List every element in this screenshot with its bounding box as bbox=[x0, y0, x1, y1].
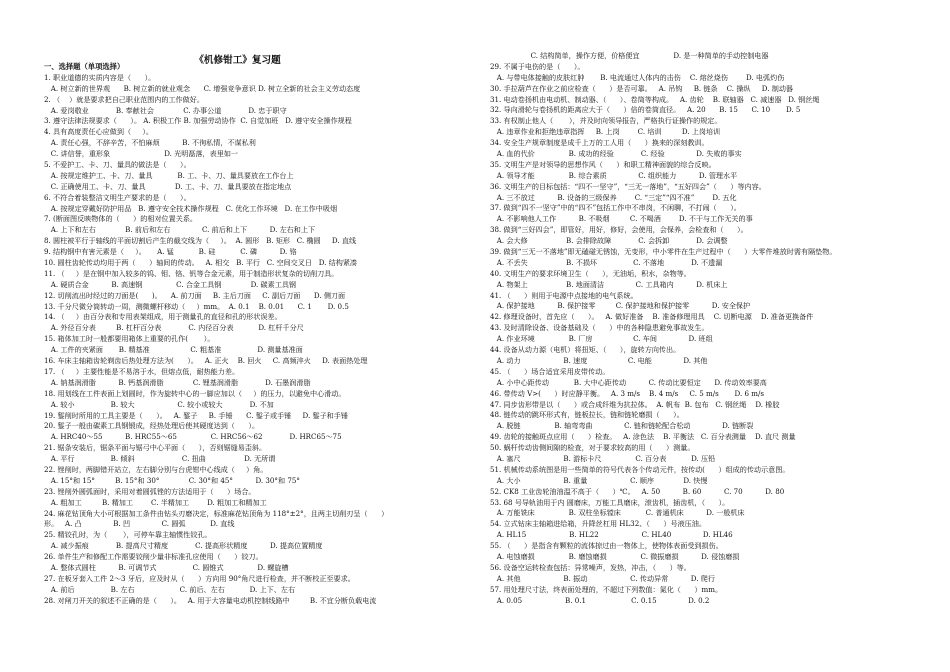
right-column bbox=[490, 51, 915, 606]
question-line: 47. 同步齿形带是以（ ）或合成纤维为抗拉体。 A. 帆布 B. 包布 C. 钢丝绳 D. 橡胶 bbox=[490, 399, 780, 409]
question-line: 5. 不爱护工、卡、刀、量具的做法是（ ）。 bbox=[44, 160, 191, 170]
question-line: 37. 做到“四不一坚守”中的“四不”包括工作中不串岗，不闲聊，不打闹（ ）。 bbox=[490, 203, 741, 213]
question-line: A. 整体式圆柱 B. 可调节式 C. 圆锥式 D. 螺旋槽 bbox=[44, 562, 289, 572]
left-column bbox=[44, 62, 469, 607]
question-line: A. 脱链 B. 轴弯弯曲 C. 链和链轮配合松动 D. 链断裂 bbox=[490, 421, 754, 431]
question-line: 38. 做到“三好四会”，即管好，用好，修好，会使用，会保养，会检查和（ ）。 bbox=[490, 225, 748, 235]
question-line: A. 粗加工 B. 精加工 C. 半精加工 D. 粗加工和精加工 bbox=[44, 497, 267, 507]
question-line: 39. 做到“三无一不落地”即无磕碰无锈蚀，无变形，中小零件在生产过程中（ ）大零件堆放时需有隔垫物。 bbox=[490, 247, 837, 257]
question-line: A. 硬质合金 B. 高速钢 C. 合金工具钢 D. 碳素工具钢 bbox=[44, 279, 297, 289]
question-line: 6. 不符合着装整洁文明生产要求的是（ ）。 bbox=[44, 192, 191, 202]
question-line: 48. 链传动的跳环形式有，链板拉长，链和链轮磨损（ ）。 bbox=[490, 410, 684, 420]
question-line: A. 三不放过 B. 设备的三级保养 C. “三定”“四不准” D. 五化 bbox=[490, 192, 737, 202]
question-line: A. 不影响他人工作 B. 不吸烟 C. 不喝酒 D. 不干与工作无关的事 bbox=[490, 214, 753, 224]
question-line: A. 会大修 B. 会排除故障 C. 会拆卸 D. 会调整 bbox=[490, 236, 728, 246]
question-line: 36. 文明生产的目标包括：“四不一坚守”，“三无一落地”，“五好四会”（ ）等内容。 bbox=[490, 181, 766, 191]
question-line: A. 万能铣床 B. 双柱坐标镗床 C. 普通机床 D. 一般机床 bbox=[490, 508, 745, 518]
question-line: A. 工件的夹紧面 B. 精基准 C. 粗基准 D. 测量基准面 bbox=[44, 345, 303, 355]
question-line: 4. 具有高度责任心应做到（ ）。 bbox=[44, 127, 153, 137]
question-line: 46. 带传动 V>( ）时应静平衡。 A. 3 m/s B. 4 m/s C. 5 m/s D. 6 m/s bbox=[490, 388, 765, 398]
question-line: A. 不丢失 B. 不损坏 C. 不落地 D. 不遗漏 bbox=[490, 257, 723, 267]
question-line: 3. 遵守法律法规要求（ ）。 A. 积极工作 B. 加强劳动协作 C. 自觉加班 D. 遵守安全操作规程 bbox=[44, 116, 352, 126]
question-line: A. 减少振痕 B. 提高尺寸精度 C. 提高形状精度 D. 提高位置精度 bbox=[44, 541, 323, 551]
question-line: A. 0.05 B. 0.1 C. 0.15 D. 0.2 bbox=[490, 595, 710, 605]
question-line: 18. 用划线在工件表面上划圆时，作为旋转中心的一脚应加以（ ）的压力，以避免中心滑动。 bbox=[44, 388, 346, 398]
document-title: 《机修钳工》复习题 bbox=[194, 55, 281, 66]
question-line: A. 钠基润滑脂 B. 钙基润滑脂 C. 锂基润滑脂 D. 石墨润滑脂 bbox=[44, 377, 311, 387]
question-line: C. 正确使用工、卡、刀、量具 D. 工、卡、刀、量具要放在指定地点 bbox=[44, 181, 292, 191]
question-line: 31. 电动卷扬机由电动机、制动器、（ ）、卷筒等构成。 A. 齿轮 B. 联轴器 C. 减速器 D. 钢丝绳 bbox=[490, 94, 820, 104]
question-line: A. 树立新的世界观 B. 树立新的就业观念 C. 增强竞争意识 D. 树立全新的社会主义劳动态度 bbox=[44, 83, 361, 93]
question-line: 52. CK8 工业齿轮油油温不高于（ ）℃。 A. 50 B. 60 C. 70 D. 80 bbox=[490, 486, 785, 496]
question-line: 42. 修理设备时，首先应（ ）。 A. 做好准备 B. 准备修理用具 C. 切断电源 D. 准备更换备件 bbox=[490, 312, 814, 322]
question-line: 56. 设备空运转检查包括：异常噪声，发热，冲击，（ ）等。 bbox=[490, 562, 691, 572]
question-line: A. HL15 B. HL22 C. HL40 D. HL46 bbox=[490, 530, 733, 540]
question-line: A. 电蚀磨损 B. 磨蚀磨损 C. 微振磨损 D. 侵蚀磨损 bbox=[490, 551, 740, 561]
question-line: 35. 文明生产是对领导的思想作风（ ）和职工精神面貌的综合反映。 bbox=[490, 159, 716, 169]
question-line: 17. （ ）主要性能是不易溶于水，但熔点低，耐热能力差。 bbox=[44, 366, 240, 376]
question-line: A. 塞尺 B. 游标卡尺 C. 百分表 D. 压铅 bbox=[490, 453, 716, 463]
question-line: 32. 导向滑轮与卷扬机的距离应大于（ ）倍的卷筒直径。 A. 20 B. 15 C. 10 D. 5 bbox=[490, 105, 801, 115]
question-line: A. 违章作业和拒绝违章指挥 B. 上岗 C. 培训 D. 上岗培训 bbox=[490, 127, 721, 137]
question-line: 15. 箱体加工时一般都要用箱体上重要的孔作( ）。 bbox=[44, 334, 215, 344]
question-line: A. 血的代价 B. 成功的经验 C. 经验 D. 失败的事实 bbox=[490, 149, 742, 159]
question-line: A. 保护接地 B. 保护接零 C. 保护接地和保护接零 D. 安全保护 bbox=[490, 301, 751, 311]
question-line: 2. （ ）就是要求把自己职业范围内的工作做好。 bbox=[44, 94, 204, 104]
question-line: 21. 锯条安装后，锯条平面与锯弓中心平面（ ），否则锯缝易歪斜。 bbox=[44, 443, 267, 453]
question-line: 29. 不属于电伤的是（ ）。 bbox=[490, 61, 585, 71]
question-line: A. 小中心距传动 B. 大中心距传动 C. 传动比要恒定 D. 传动效率要高 bbox=[490, 377, 767, 387]
question-line: 54. 立式钻床主轴箱进给箱，升降丝杠用 HL32、（ ）号液压油。 bbox=[490, 519, 706, 529]
question-line: 11. （ ）是在钢中加入较多的钨、钼、铬、钒等合金元素，用于制造形状复杂的切削刀具。 bbox=[44, 268, 339, 278]
question-line: 8. 圆柱被平行于轴线的平面切割后产生的截交线为（ ）。 A. 圆形 B. 矩形 C. 椭圆 D. 直线 bbox=[44, 236, 357, 246]
question-line: A. 平行 B. 倾斜 C. 扭曲 D. 无所谓 bbox=[44, 454, 276, 464]
question-line: 22. 锉削时，两脚错开站立，左右脚分别与台虎钳中心线成（ ）角。 bbox=[44, 464, 268, 474]
question-line: 34. 安全生产规章制度是成千上万的工人用（ ）换来的深刻教训。 bbox=[490, 138, 709, 148]
question-line: A. 物架上 B. 地面清洁 C. 工具箱内 D. 机床上 bbox=[490, 279, 728, 289]
question-line: 19. 錾削时所用的工具主要是（ ）。 A. 錾子 B. 手锤 C. 錾子或手锤 D. 錾子和手锤 bbox=[44, 410, 348, 420]
question-line: A. 按规定维护工、卡、刀、量具 B. 工、卡、刀、量具要放在工作台上 bbox=[44, 170, 294, 180]
question-line: C. 讲信誉，重形象 D. 光明磊落，表里如一 bbox=[44, 149, 239, 159]
question-line: A. 领导才能 B. 综合素质 C. 组织能力 D. 管理水平 bbox=[490, 170, 738, 180]
question-line: A. HRC40～55 B. HRC55～65 C. HRC56～62 D. HRC65～75 bbox=[44, 432, 342, 442]
question-line: A. 作业环境 B. 厂房 C. 车间 D. 班组 bbox=[490, 334, 713, 344]
question-line: 57. 用处理尺寸法，终表面处理的，不超过下列数值：氮化（ ）mm。 bbox=[490, 584, 723, 594]
question-line: A. 按规定穿戴好防护用品 B. 遵守安全技术操作规程 C. 优化工作环境 D. 在工作中吸烟 bbox=[44, 203, 338, 213]
question-line: 14. （ ）由百分表和专用表架组成，用于测量孔的直径和孔的形状误差。 bbox=[44, 312, 282, 322]
question-line: 28. 对闸刀开关的叙述不正确的是（ ）。 A. 用于大容量电动机控制线路中 B. 不宜分断负载电流 bbox=[44, 595, 377, 605]
question-line: 43. 及时清除设备、设备基础及（ ）中的各种隐患避免事故发生。 bbox=[490, 323, 709, 333]
question-line: 25. 精铰孔时，为（ ），可停车靠主轴惯性铰孔。 bbox=[44, 530, 212, 540]
question-line: 20. 錾子一般由碳素工具钢锻成，经热处理后使其硬度达到（ ）。 bbox=[44, 421, 260, 431]
question-line: 49. 齿轮的接触斑点应用（ ）检查。 A. 涂色法 B. 平衡法 C. 百分表测量 D. 直尺 测量 bbox=[490, 432, 796, 442]
question-line: 33. 有权制止他人（ ），并及时向领导报告，严格执行证操作的规定。 bbox=[490, 116, 722, 126]
question-line: 13. 千分尺微分筒转动一周，测微螺杆移动（ ）mm。 A. 0.1 B. 0.01 C. 1 D. 0.5 bbox=[44, 301, 349, 311]
question-line: 30. 手拉葫芦在作业之前应检查（ ）是否可靠。 A. 吊钩 B. 链条 C. 操纵 D. 制动器 bbox=[490, 83, 794, 93]
question-line: 1. 职业道德的实质内容是（ ）。 bbox=[44, 72, 156, 82]
question-line: 51. 机械传动系统图是用一些简单的符号代表各个传动元件，按传动( ）组成的传动示意图。 bbox=[490, 464, 790, 474]
question-line: A. 外径百分表 B. 杠杆百分表 C. 内径百分表 D. 杠杆千分尺 bbox=[44, 323, 304, 333]
question-line: A. 15°和 15° B. 15°和 30° C. 30°和 45° D. 30°和 75° bbox=[44, 475, 300, 485]
question-line: 40. 文明生产的要求环境卫生（ ），无油垢，积水，杂物等。 bbox=[490, 268, 691, 278]
question-line: 26. 单件生产和修配工作需要铰削少量非标准孔应使用（ ）铰刀。 bbox=[44, 552, 263, 562]
question-line: 形。 A. 凸 B. 凹 C. 圆弧 D. 直线 bbox=[44, 519, 235, 529]
question-line: A. 与带电体接触的皮肤红肿 B. 电流通过人体内的击伤 C. 熔丝烧伤 D. 电弧灼伤 bbox=[490, 72, 785, 82]
question-line: C. 结构简单，操作方便，价格便宜 D. 是一种简单的手动控制电器 bbox=[490, 51, 769, 60]
question-line: 7. (断面图反映物体的（ ）的相对位置关系。 bbox=[44, 214, 198, 224]
section-heading: 一、选择题（单项选择） bbox=[44, 62, 125, 71]
question-line: A. 上下和左右 B. 前后和左右 C. 前后和上下 D. 左右和上下 bbox=[44, 225, 316, 235]
question-line: 45. （ ）场合适宜采用皮带传动。 bbox=[490, 366, 610, 376]
question-line: 53. 68 号导轨油用于内 圆磨床，万能工具磨床，滚齿机，插齿机，（ ）。 bbox=[490, 497, 730, 507]
question-line: 41. （ ）则用于电源中点接地的电气系统。 bbox=[490, 290, 638, 300]
question-line: 23. 锉削外圆弧面时，采用对着圆弧锉的方法适用于（ ）场合。 bbox=[44, 486, 256, 496]
question-line: A. 其他 B. 振动 C. 传动异常 D. 爬行 bbox=[490, 573, 715, 583]
question-line: 55. （ ）是指含有颗粒的流体掠过由一物体上，使物体表面受到损伤。 bbox=[490, 541, 723, 551]
question-line: 10. 圆柱齿轮传动均用于两（ ）轴间的传动。 A. 相交 B. 平行 C. 空间交叉日 D. 结构紧凑 bbox=[44, 258, 358, 268]
question-line: 27. 在板牙套入工件 2～3 牙后，应及时从（ ）方向用 90°角尺进行检查，并不断校正至要求。 bbox=[44, 573, 355, 583]
question-line: 9. 结构钢中有害元素是（ ）。 A. 锰 B. 硅 C. 磷 D. 铬 bbox=[44, 247, 297, 257]
question-line: 12. 切削流出时经过的刀面是( )。 A. 前刀面 B. 主后刀面 C. 副后刀面 D. 侧刀面 bbox=[44, 290, 346, 300]
question-line: A. 动力 B. 速度 C. 电能 D. 其他 bbox=[490, 355, 708, 365]
question-line: A. 责任心强，不辞辛苦，不怕麻烦 B. 不徇私情，不谋私利 bbox=[44, 138, 256, 148]
question-line: 50. 蜗杆传动齿侧间隙的检查，对于要求较高的用（ ）测量。 bbox=[490, 443, 695, 453]
question-line: A. 大小 B. 重量 C. 顺序 D. 快慢 bbox=[490, 475, 708, 485]
question-line: A. 较小 B. 较大 C. 较小或较大 D. 不加 bbox=[44, 399, 274, 409]
question-line: 16. 车床主轴箱齿轮剃齿后热处理方法为( ）。 A. 正火 B. 回火 C. 高频淬火 D. 表面热处理 bbox=[44, 356, 368, 366]
question-line: 44. 设备从动力源（电机）将扭矩、（ ），旋转方向传出。 bbox=[490, 345, 681, 355]
question-line: A. 前后 B. 左右 C. 前后、左右 D. 上下、左右 bbox=[44, 584, 296, 594]
question-line: A. 爱岗敬业 B. 奉献社会 C. 办事公道 D. 忠于职守 bbox=[44, 105, 287, 115]
question-line: 24. 麻花钻顶角大小可根据加工条件由钻头刃磨决定，标准麻花钻顶角为 118°±2°，且两主切削刃呈（ ） bbox=[44, 508, 389, 518]
